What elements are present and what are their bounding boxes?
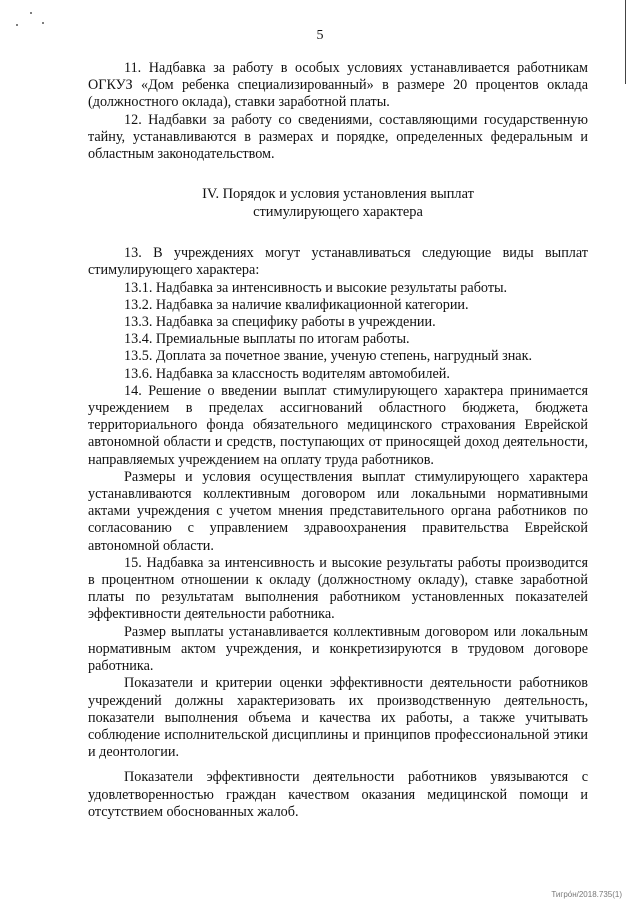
section-heading-line2: стимулирующего характера bbox=[253, 204, 423, 221]
list-item: 13.3. Надбавка за специфику работы в учреждении. bbox=[124, 314, 436, 331]
paragraph-14-sizes: Размеры и условия осуществления выплат стимулирующего характера устанавливаются коллективным договором или локальными нормативными актами учреждения с учетом мнения представительного органа работников по согласованию с управлением здравоохранения правительства Еврейской автономной области. bbox=[88, 468, 588, 554]
list-item: 13.1. Надбавка за интенсивность и высокие результаты работы. bbox=[124, 279, 508, 296]
paragraph-11: 11. Надбавка за работу в особых условиях устанавливается работникам ОГКУЗ «Дом ребенка специализированный» в размере 20 процентов оклада (должностного оклада), ставки заработной платы. bbox=[88, 60, 588, 111]
paragraph-14: 14. Решение о введении выплат стимулирующего характера принимается учреждением в пределах ассигнований областного бюджета, бюджета территориального фонда обязательного медицинского страхования Еврейской автономной области и средств, поступающих от приносящей доход деятельности, направляемых учреждением на оплату труда работников. bbox=[88, 382, 588, 468]
paragraph-15-criteria: Показатели и критерии оценки эффективности деятельности работников учреждений должны характеризовать их производственную деятельность, показатели выполнения объема и качества их работы, а также учитывать соблюдение исполнительской дисциплины и принципов профессиональной этики и деонтологии. bbox=[88, 675, 588, 761]
footer-mark: Тигро́н/2018.735(1) bbox=[551, 890, 622, 899]
scan-speck bbox=[30, 12, 32, 14]
paragraph-15: 15. Надбавка за интенсивность и высокие результаты работы производится в процентном отношении к окладу (должностному окладу), ставке заработной платы по результатам выполнения работником установленных показателей эффективности деятельности работника. bbox=[88, 554, 588, 623]
page-number: 5 bbox=[316, 28, 324, 43]
paragraph-15-satisfaction: Показатели эффективности деятельности работников увязываются с удовлетворенностью граждан качеством оказания медицинской помощи и отсутствием обоснованных жалоб. bbox=[88, 769, 588, 820]
list-item: 13.5. Доплата за почетное звание, ученую степень, нагрудный знак. bbox=[124, 348, 533, 365]
list-item: 13.4. Премиальные выплаты по итогам работы. bbox=[124, 331, 410, 348]
paragraph-15-size: Размер выплаты устанавливается коллективным договором или локальным нормативным актом учреждения, и конкретизируются в трудовом договоре работника. bbox=[88, 623, 588, 675]
scan-speck bbox=[42, 22, 44, 24]
paragraph-13-intro: 13. В учреждениях могут устанавливаться следующие виды выплат стимулирующего характера: bbox=[88, 245, 588, 279]
list-item: 13.6. Надбавка за классность водителям автомобилей. bbox=[124, 365, 450, 382]
list-item: 13.2. Надбавка за наличие квалификационной категории. bbox=[124, 296, 469, 313]
document-body bbox=[88, 60, 588, 821]
section-heading bbox=[88, 185, 588, 221]
section-heading-line1: IV. Порядок и условия установления выплат bbox=[202, 186, 474, 203]
paragraph-12: 12. Надбавки за работу со сведениями, составляющими государственную тайну, устанавливаются в размерах и порядке, определенных федеральным и областным законодательством. bbox=[88, 111, 588, 163]
item13-list bbox=[88, 280, 588, 383]
scan-speck bbox=[16, 24, 18, 26]
